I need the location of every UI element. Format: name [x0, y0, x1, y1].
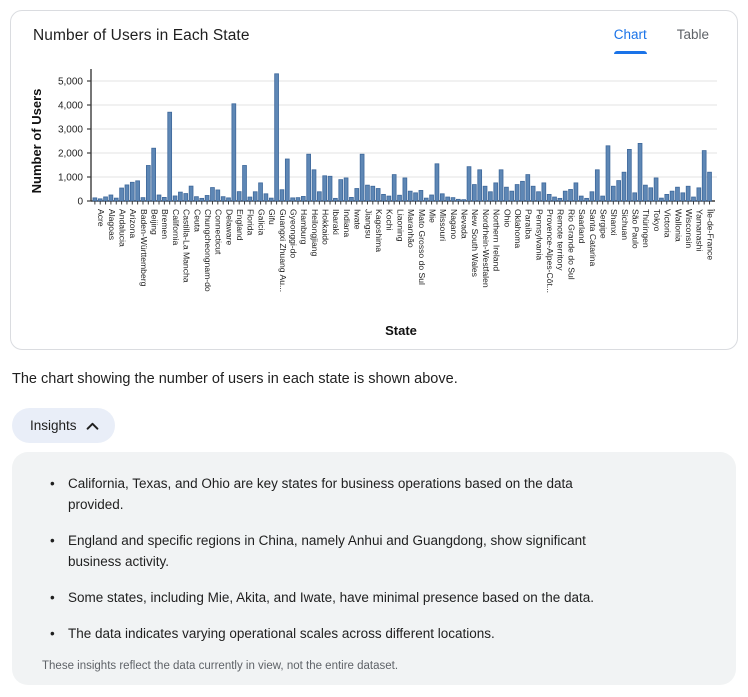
bar	[93, 198, 97, 201]
y-tick-label: 5,000	[57, 76, 83, 88]
x-axis-label: Rio Grande do Sul	[566, 209, 577, 280]
x-axis-label: Nevada	[459, 209, 470, 239]
bar	[162, 197, 166, 201]
bar	[307, 154, 311, 201]
x-axis-label: Tokyo	[651, 209, 662, 232]
x-axis-label: Iwate	[352, 209, 363, 230]
bar	[382, 194, 386, 201]
bar	[708, 172, 712, 201]
x-axis-title: State	[385, 323, 417, 338]
bar	[248, 197, 252, 201]
bar	[387, 196, 391, 201]
x-axis-label: Guangxi Zhuang Au...	[277, 209, 288, 293]
bar	[408, 191, 412, 201]
bar	[537, 192, 541, 201]
y-axis-title: Number of Users	[29, 88, 44, 194]
bar	[569, 189, 573, 201]
x-axis-label: Paraíba	[523, 209, 534, 240]
x-axis-label: Santa Catarina	[587, 209, 598, 267]
bar	[157, 195, 161, 201]
bar	[670, 191, 674, 201]
bar	[553, 197, 557, 201]
bar	[692, 197, 696, 201]
x-axis-label: Shanxi	[609, 209, 620, 236]
bar	[617, 181, 621, 201]
bar	[494, 183, 498, 201]
bar	[435, 164, 439, 201]
bar	[178, 192, 182, 201]
bar	[253, 192, 257, 201]
x-axis-label: Sergipe	[598, 209, 609, 239]
bar	[195, 197, 199, 201]
bar	[440, 194, 444, 201]
bar	[585, 198, 589, 201]
bar	[702, 151, 706, 201]
bar	[339, 180, 343, 201]
bar	[451, 198, 455, 201]
x-axis-label: Sichuan	[619, 209, 630, 241]
bar	[638, 143, 642, 201]
bar	[205, 195, 209, 201]
y-tick-label: 0	[77, 196, 83, 208]
x-axis-label: Yamanashi	[694, 209, 705, 252]
insights-list	[42, 474, 706, 645]
bar	[232, 104, 236, 201]
x-axis-label: New South Wales	[470, 209, 481, 277]
x-axis-label: Hamburg	[299, 209, 310, 245]
bar	[681, 193, 685, 201]
bar	[141, 198, 145, 201]
x-axis-label: Kagoshima	[374, 209, 385, 252]
bar	[275, 74, 279, 201]
bar	[414, 193, 418, 201]
bar	[472, 185, 476, 201]
bar	[211, 188, 215, 201]
bar	[456, 199, 460, 201]
bar	[259, 183, 263, 201]
bar	[515, 185, 519, 201]
x-axis-label: Heilongjiang	[309, 209, 320, 257]
x-axis-label: Nagano	[448, 209, 459, 240]
bar	[328, 176, 332, 201]
bar	[419, 190, 423, 201]
bar	[601, 196, 605, 201]
x-axis-label: Gifu	[267, 209, 278, 225]
x-axis-label: Ohio	[502, 209, 513, 228]
y-tick-label: 3,000	[57, 124, 83, 136]
chevron-up-icon	[86, 422, 99, 430]
bar-chart	[11, 63, 739, 349]
bar	[98, 199, 102, 201]
x-axis-label: Chungcheongnam-do	[202, 209, 213, 292]
x-axis-label: Jiangsu	[363, 209, 374, 239]
bar	[264, 194, 268, 201]
bar	[499, 170, 503, 201]
x-axis-label: Victoria	[662, 209, 673, 238]
x-axis-label: Andalucia	[117, 209, 128, 247]
bar	[521, 181, 525, 201]
insight-bullet: • England and specific regions in China, namely Anhui and Guangdong, show significant business activity.	[42, 531, 627, 573]
x-axis-label: Galicia	[256, 209, 267, 236]
bar	[424, 198, 428, 201]
bar	[510, 191, 514, 201]
x-axis-label: Indiana	[341, 209, 352, 238]
bar	[104, 197, 108, 201]
x-axis-label: Castilla-La Mancha	[181, 209, 192, 283]
bar	[269, 198, 273, 201]
bar	[312, 170, 316, 201]
x-axis-label: Gyeonggi-do	[288, 209, 299, 259]
bar	[697, 188, 701, 201]
bar	[200, 198, 204, 201]
y-tick-label: 2,000	[57, 148, 83, 160]
bar	[542, 183, 546, 201]
bar	[136, 181, 140, 201]
bar	[686, 186, 690, 201]
bar	[350, 197, 354, 201]
bar	[478, 170, 482, 201]
bar	[168, 112, 172, 201]
bar	[579, 196, 583, 201]
bar	[189, 186, 193, 201]
x-axis-label: Provence-Alpes-Côt...	[545, 209, 556, 294]
insights-disclaimer: These insights reflect the data currently in view, not the entire dataset.	[42, 659, 399, 672]
x-axis-label: Pennsylvania	[534, 209, 545, 261]
bar	[120, 188, 124, 201]
bar	[173, 196, 177, 201]
bar	[654, 178, 658, 201]
bar	[130, 182, 134, 201]
bar	[563, 191, 567, 201]
x-axis-label: Remote territory	[555, 209, 566, 271]
bar	[430, 195, 434, 201]
bar	[606, 146, 610, 201]
chart-title: Number of Users in Each State	[33, 27, 250, 44]
bar-chart-svg	[11, 63, 739, 349]
bar	[660, 198, 664, 201]
x-axis-label: Florida	[245, 209, 256, 236]
bar	[125, 185, 129, 201]
x-axis-label: California	[170, 209, 181, 246]
bar	[376, 189, 380, 201]
bar	[392, 175, 396, 201]
x-axis-label: Mato Grosso do Sul	[416, 209, 427, 285]
insight-bullet: • The data indicates varying operational scales across different locations.	[42, 624, 627, 645]
bar	[146, 165, 150, 201]
bar	[649, 188, 653, 201]
bar	[643, 185, 647, 201]
bar	[595, 170, 599, 201]
y-tick-label: 4,000	[57, 100, 83, 112]
x-axis-label: Beijing	[149, 209, 160, 235]
x-axis-label: Thüringen	[641, 209, 652, 248]
x-axis-label: Bremen	[160, 209, 171, 240]
bar	[483, 186, 487, 201]
chart-card-header	[11, 11, 737, 63]
tab-chart[interactable]: Chart	[614, 27, 647, 54]
x-axis-label: Île-de-France	[705, 209, 716, 261]
x-axis-label: Oklahoma	[512, 209, 523, 249]
bar	[665, 194, 669, 201]
bar	[526, 175, 530, 201]
bar	[488, 192, 492, 201]
bar	[296, 198, 300, 201]
x-axis-label: Wisconsin	[684, 209, 695, 249]
bar	[611, 186, 615, 201]
x-axis-label: Delaware	[224, 209, 235, 246]
bar	[360, 154, 364, 201]
bar	[184, 194, 188, 201]
bar	[366, 185, 370, 201]
bar	[216, 190, 220, 201]
x-axis-label: Nordrhein-Westfalen	[480, 209, 491, 288]
bar	[558, 198, 562, 201]
bar	[285, 159, 289, 201]
x-axis-label: São Paulo	[630, 209, 641, 249]
x-axis-label: Wallonia	[673, 209, 684, 242]
bar	[627, 149, 631, 201]
bar	[333, 198, 337, 201]
bar	[622, 172, 626, 201]
x-axis-label: Ceuta	[192, 209, 203, 232]
bar	[531, 186, 535, 201]
insights-button-label: Insights	[30, 418, 77, 433]
bar	[227, 198, 231, 201]
insight-bullet: • Some states, including Mie, Akita, and Iwate, have minimal presence based on the data.	[42, 588, 627, 609]
y-tick-label: 1,000	[57, 172, 83, 184]
x-axis-label: Connecticut	[213, 209, 224, 255]
bar	[317, 192, 321, 201]
bar	[467, 167, 471, 201]
bar	[114, 198, 118, 201]
bar	[291, 198, 295, 201]
x-axis-label: Mie	[427, 209, 438, 223]
x-axis-label: Kochi	[384, 209, 395, 231]
bar	[398, 195, 402, 201]
bar	[574, 183, 578, 201]
bar	[547, 194, 551, 201]
x-axis-label: Baden-Württemberg	[138, 209, 149, 287]
chart-caption: The chart showing the number of users in each state is shown above.	[12, 371, 458, 387]
x-axis-label: Arizona	[128, 209, 139, 239]
bar	[590, 192, 594, 201]
bar	[403, 178, 407, 201]
bar	[280, 190, 284, 201]
bar	[505, 187, 509, 201]
bar	[676, 187, 680, 201]
insights-toggle-button[interactable]	[12, 408, 115, 443]
x-axis-label: Acre	[96, 209, 107, 227]
x-axis-label: Alagoas	[106, 209, 117, 241]
insights-panel	[12, 452, 736, 685]
bar	[446, 197, 450, 201]
bar	[243, 165, 247, 201]
x-axis-label: Northern Ireland	[491, 209, 502, 272]
bar	[237, 192, 241, 201]
bar	[633, 193, 637, 201]
x-axis-label: Liaoning	[395, 209, 406, 242]
x-axis-label: England	[235, 209, 246, 241]
bar	[344, 178, 348, 201]
x-axis-label: Ibaraki	[331, 209, 342, 235]
bar	[462, 200, 466, 201]
x-axis-label: Missouri	[438, 209, 449, 241]
bar	[152, 148, 156, 201]
bar	[355, 189, 359, 201]
x-axis-label: Maranhão	[406, 209, 417, 248]
bar	[109, 195, 113, 201]
bar	[371, 186, 375, 201]
x-axis-label: Saarland	[577, 209, 588, 244]
insight-bullet: • California, Texas, and Ohio are key states for business operations based on the data provided.	[42, 474, 627, 516]
bar	[323, 176, 327, 201]
bar	[221, 197, 225, 201]
tab-table[interactable]: Table	[676, 27, 709, 42]
view-tabs	[614, 27, 715, 54]
x-axis-label: Hokkaido	[320, 209, 331, 245]
bar	[301, 196, 305, 201]
chart-card	[10, 10, 738, 350]
